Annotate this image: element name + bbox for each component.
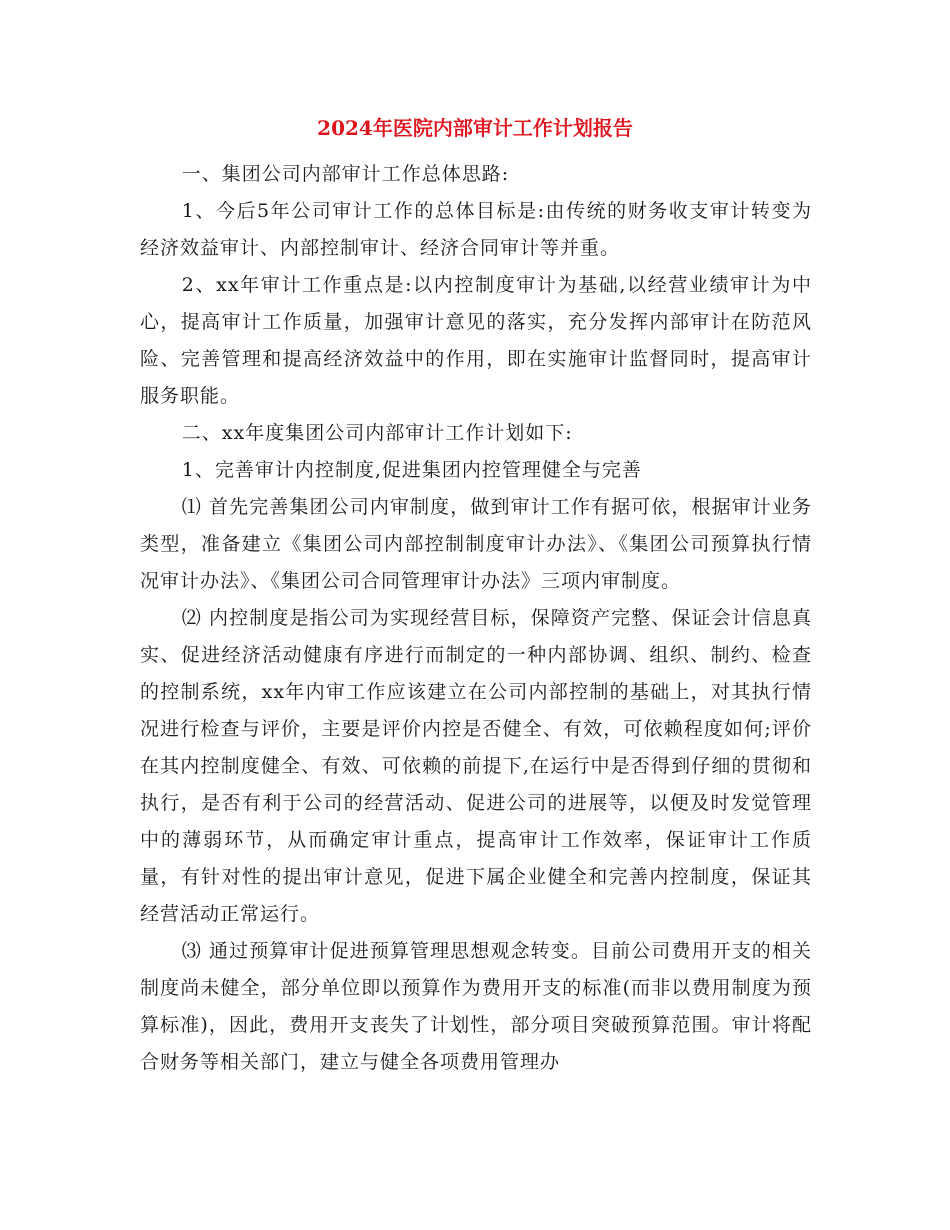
paragraph-five-year-goal: 1、今后5年公司审计工作的总体目标是:由传统的财务收支审计转变为经济效益审计、内部控制审计、经济合同审计等并重。 <box>140 200 812 259</box>
subheading-internal-control: 1、完善审计内控制度,促进集团内控管理健全与完善 <box>181 459 642 481</box>
paragraph-annual-focus: 2、xx年审计工作重点是:以内控制度审计为基础,以经营业绩审计为中心，提高审计工作质量，加强审计意见的落实，充分发挥内部审计在防范风险、完善管理和提高经济效益中的作用，即在实施审计监督同时，提高审计服务职能。 <box>140 274 812 407</box>
paragraph-item-3: ⑶ 通过预算审计促进预算管理思想观念转变。目前公司费用开支的相关制度尚未健全，部分单位即以预算作为费用开支的标准(而非以费用制度为预算标准)，因此，费用开支丧失了计划性，部分项目突破预算范围。审计将配合财务等相关部门，建立与健全各项费用管理办 <box>140 940 812 1073</box>
heading-overall-approach: 一、集团公司内部审计工作总体思路: <box>181 163 510 185</box>
document-title: 2024年医院内部审计工作计划报告 <box>317 116 633 140</box>
paragraph-item-2: ⑵ 内控制度是指公司为实现经营目标，保障资产完整、保证会计信息真实、促进经济活动健康有序进行而制定的一种内部协调、组织、制约、检查的控制系统，xx年内审工作应该建立在公司内部控制的基础上，对其执行情况进行检查与评价，主要是评价内控是否健全、有效，可依赖程度如何;评价在其内控制度健全、有效、可依赖的前提下,在运行中是否得到仔细的贯彻和执行，是否有利于公司的经营活动、促进公司的进展等，以便及时发觉管理中的薄弱环节，从而确定审计重点，提高审计工作效率，保证审计工作质量，有针对性的提出审计意见，促进下属企业健全和完善内控制度，保证其经营活动正常运行。 <box>140 607 812 925</box>
document-body <box>140 156 812 1081</box>
heading-annual-plan: 二、xx年度集团公司内部审计工作计划如下: <box>181 422 573 444</box>
paragraph-item-1: ⑴ 首先完善集团公司内审制度，做到审计工作有据可依，根据审计业务类型，准备建立《集团公司内部控制制度审计办法》、《集团公司预算执行情况审计办法》、《集团公司合同管理审计办法》三项内审制度。 <box>140 496 812 592</box>
